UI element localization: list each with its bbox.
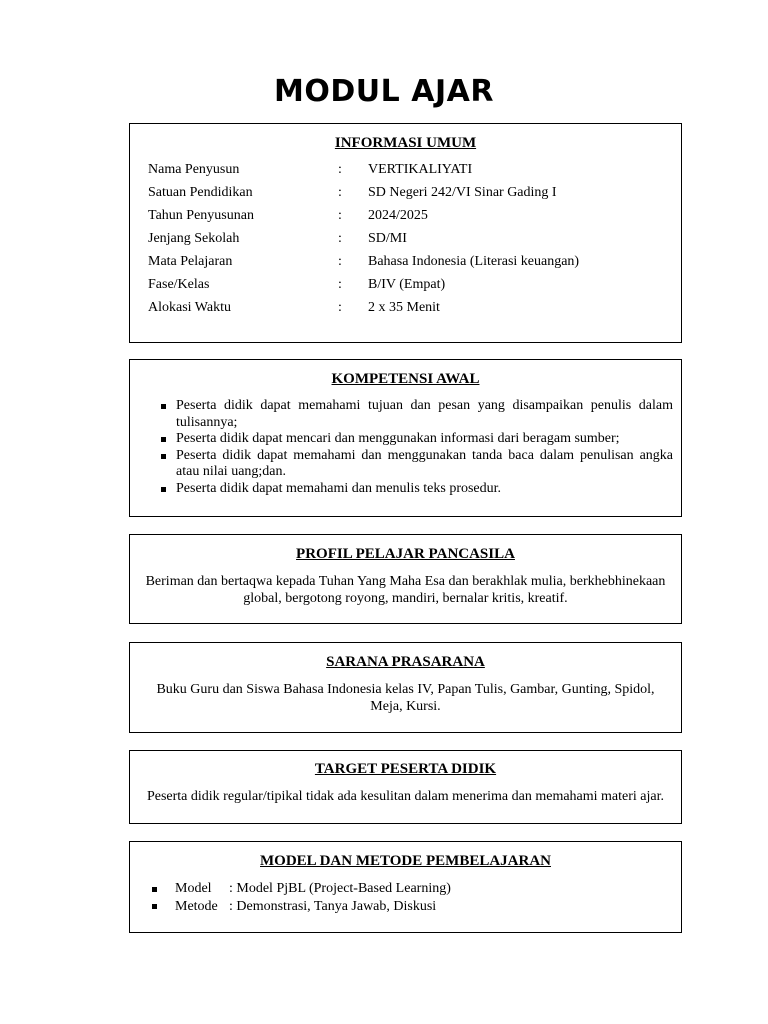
info-value: 2 x 35 Menit <box>368 300 440 315</box>
square-bullet-icon <box>161 437 166 442</box>
info-colon: : <box>338 185 342 200</box>
info-value: SD Negeri 242/VI Sinar Gading I <box>368 185 557 200</box>
metode-label: Metode <box>175 898 218 914</box>
info-colon: : <box>338 208 342 223</box>
square-bullet-icon <box>161 487 166 492</box>
list-item <box>160 448 673 481</box>
info-label: Jenjang Sekolah <box>148 231 240 246</box>
info-row-mata-pelajaran <box>148 252 681 275</box>
info-label: Tahun Penyusunan <box>148 208 254 223</box>
info-value: 2024/2025 <box>368 208 428 223</box>
list-item-text: Peserta didik dapat mencari dan menggunakan informasi dari beragam sumber; <box>176 431 620 446</box>
info-value: Bahasa Indonesia (Literasi keuangan) <box>368 254 580 269</box>
info-colon: : <box>338 162 342 177</box>
sarana-prasarana-text: Buku Guru dan Siswa Bahasa Indonesia kelas IV, Papan Tulis, Gambar, Gunting, Spidol, Meja, Kursi. <box>156 682 655 714</box>
page-title: MODUL AJAR <box>274 74 494 109</box>
informasi-umum-table <box>148 160 681 321</box>
info-value: B/IV (Empat) <box>368 277 446 292</box>
square-bullet-icon <box>152 904 157 909</box>
info-row-fase-kelas <box>148 275 681 298</box>
info-value: SD/MI <box>368 231 407 246</box>
info-label: Nama Penyusun <box>148 162 240 177</box>
info-row-satuan-pendidikan <box>148 183 681 206</box>
kompetensi-awal-heading: KOMPETENSI AWAL <box>331 371 480 387</box>
model-metode-section <box>129 841 682 933</box>
info-colon: : <box>338 277 342 292</box>
info-colon: : <box>338 254 342 269</box>
profil-pelajar-text: Beriman dan bertaqwa kepada Tuhan Yang Maha Esa dan berakhlak mulia, berkhebhinekaan global, bergotong royong, mandiri, bernalar kritis, kreatif. <box>145 574 666 606</box>
list-item-text: Peserta didik dapat memahami tujuan dan pesan yang disampaikan penulis dalam tulisannya; <box>176 398 673 430</box>
info-colon: : <box>338 231 342 246</box>
sarana-prasarana-heading: SARANA PRASARANA <box>326 654 485 670</box>
square-bullet-icon <box>161 404 166 409</box>
info-row-alokasi-waktu <box>148 298 681 321</box>
list-item-text: Peserta didik dapat memahami dan menulis teks prosedur. <box>176 480 502 496</box>
info-row-jenjang-sekolah <box>148 229 681 252</box>
info-label: Satuan Pendidikan <box>148 185 253 200</box>
list-item <box>160 431 673 448</box>
info-colon: : <box>338 300 342 315</box>
square-bullet-icon <box>152 887 157 892</box>
square-bullet-icon <box>161 454 166 459</box>
target-peserta-section <box>129 750 682 824</box>
kompetensi-awal-section <box>129 359 682 517</box>
metode-value: : Demonstrasi, Tanya Jawab, Diskusi <box>229 898 437 914</box>
info-label: Fase/Kelas <box>148 277 210 292</box>
model-value: : Model PjBL (Project-Based Learning) <box>229 881 451 896</box>
target-peserta-heading: TARGET PESERTA DIDIK <box>314 761 497 777</box>
info-label: Alokasi Waktu <box>148 300 231 315</box>
list-item <box>160 481 673 498</box>
model-label: Model <box>175 881 212 896</box>
info-row-nama-penyusun <box>148 160 681 183</box>
profil-pelajar-heading: PROFIL PELAJAR PANCASILA <box>296 546 515 562</box>
sarana-prasarana-section <box>129 642 682 733</box>
list-item <box>152 898 681 916</box>
model-metode-heading: MODEL DAN METODE PEMBELAJARAN <box>260 853 551 869</box>
info-value: VERTIKALIYATI <box>368 162 473 177</box>
list-item-text: Peserta didik dapat memahami dan menggunakan tanda baca dalam penulisan angka atau nilai uang;dan. <box>176 447 673 479</box>
info-row-tahun-penyusunan <box>148 206 681 229</box>
informasi-umum-heading: INFORMASI UMUM <box>334 135 477 151</box>
target-peserta-text: Peserta didik regular/tipikal tidak ada kesulitan dalam menerima dan memahami materi ajar. <box>146 789 665 804</box>
list-item <box>152 880 681 898</box>
list-item <box>160 398 673 431</box>
profil-pelajar-section <box>129 534 682 624</box>
informasi-umum-section <box>129 123 682 343</box>
kompetensi-list <box>160 398 673 497</box>
model-metode-list <box>152 880 681 915</box>
info-label: Mata Pelajaran <box>148 254 233 269</box>
